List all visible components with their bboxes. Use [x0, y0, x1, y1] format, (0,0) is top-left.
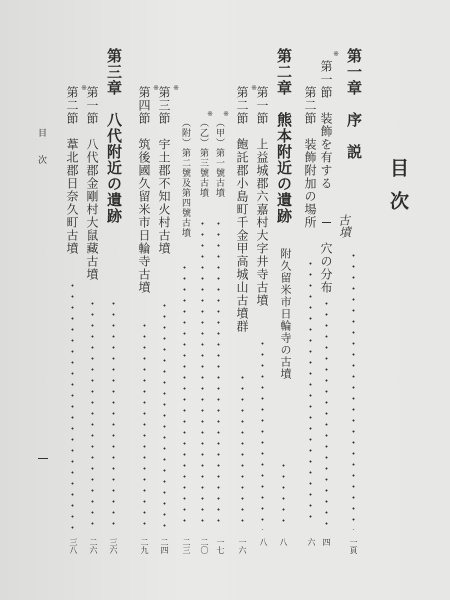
leader-dots — [217, 218, 220, 530]
chapter-3-title: 第三章 八代附近の遺跡 — [105, 48, 123, 224]
asterisk-mark: ※ — [332, 50, 340, 58]
chapter-2-item-a: （甲）第一號古墳 — [214, 118, 224, 198]
page-number: 一六 — [238, 538, 247, 554]
asterisk-mark: ※ — [222, 110, 230, 118]
page-number: 三八 — [69, 538, 78, 554]
page-number: 二〇 — [200, 538, 209, 554]
leader-dots — [183, 262, 186, 530]
chapter-2-item-b: （乙）第三號古墳 — [198, 118, 208, 198]
leader-dots — [241, 372, 244, 530]
leader-dots — [71, 280, 74, 530]
chapter-3-section-2: 第二節 葦北郡日奈久町古墳 — [65, 86, 79, 255]
handwritten-note: 古墳 — [336, 213, 352, 239]
page-number: 二六 — [89, 538, 98, 554]
asterisk-mark: ※ — [250, 84, 258, 92]
page-number: 八 — [259, 538, 268, 546]
strikethrough-mark — [322, 222, 331, 223]
asterisk-mark: ※ — [152, 84, 160, 92]
chapter-2-section-3: 第三節 宇土郡不知火村古墳 — [157, 86, 171, 255]
chapter-1-section-1-tail: 穴の分布 — [319, 242, 333, 294]
asterisk-mark: ※ — [80, 84, 88, 92]
page-number: 一頁 — [349, 538, 358, 554]
chapter-1-title: 第一章 序 説 — [345, 48, 363, 160]
page-number: 二九 — [140, 538, 149, 554]
leader-dots — [352, 250, 355, 530]
page-number: 六 — [307, 538, 316, 546]
leader-dots — [163, 300, 166, 530]
leader-dots — [112, 298, 115, 530]
leader-dots — [143, 320, 146, 530]
margin-rule — [38, 458, 48, 459]
leader-dots — [325, 298, 328, 530]
page-number: 四 — [322, 538, 331, 546]
leader-dots — [261, 338, 264, 530]
page-title: 目次 — [387, 158, 409, 224]
chapter-1-section-2: 第二節 装飾附加の場所 — [303, 86, 317, 229]
chapter-2-item-appendix: （附）第二號及第四號古墳 — [180, 118, 190, 238]
asterisk-mark: ※ — [172, 84, 180, 92]
chapter-2-section-1: 第一節 上益城郡六嘉村大字井寺古墳 — [255, 86, 269, 307]
asterisk-mark: ※ — [206, 110, 214, 118]
running-title: 目次 — [36, 128, 46, 182]
chapter-3-section-1: 第一節 八代郡金剛村大鼠藏古墳 — [85, 86, 99, 281]
chapter-1-section-1: 第一節 装飾を有する — [319, 60, 333, 190]
chapter-2-note: 附久留米市日輪寺の古墳 — [279, 248, 292, 380]
page-number: 三六 — [109, 538, 118, 554]
chapter-2-section-4: 第四節 筑後國久留米市日輪寺古墳 — [137, 86, 151, 294]
page-number: 二四 — [160, 538, 169, 554]
page-number: 一七 — [216, 538, 225, 554]
leader-dots — [282, 460, 285, 530]
leader-dots — [201, 218, 204, 530]
page-number: 二三 — [182, 538, 191, 554]
chapter-2-section-2: 第二節 飽託郡小島町千金甲高城山古墳群 — [235, 86, 249, 333]
leader-dots — [309, 258, 312, 520]
page-number: 八 — [279, 538, 288, 546]
chapter-2-title: 第二章 熊本附近の遺跡 — [275, 48, 293, 224]
leader-dots — [91, 298, 94, 530]
